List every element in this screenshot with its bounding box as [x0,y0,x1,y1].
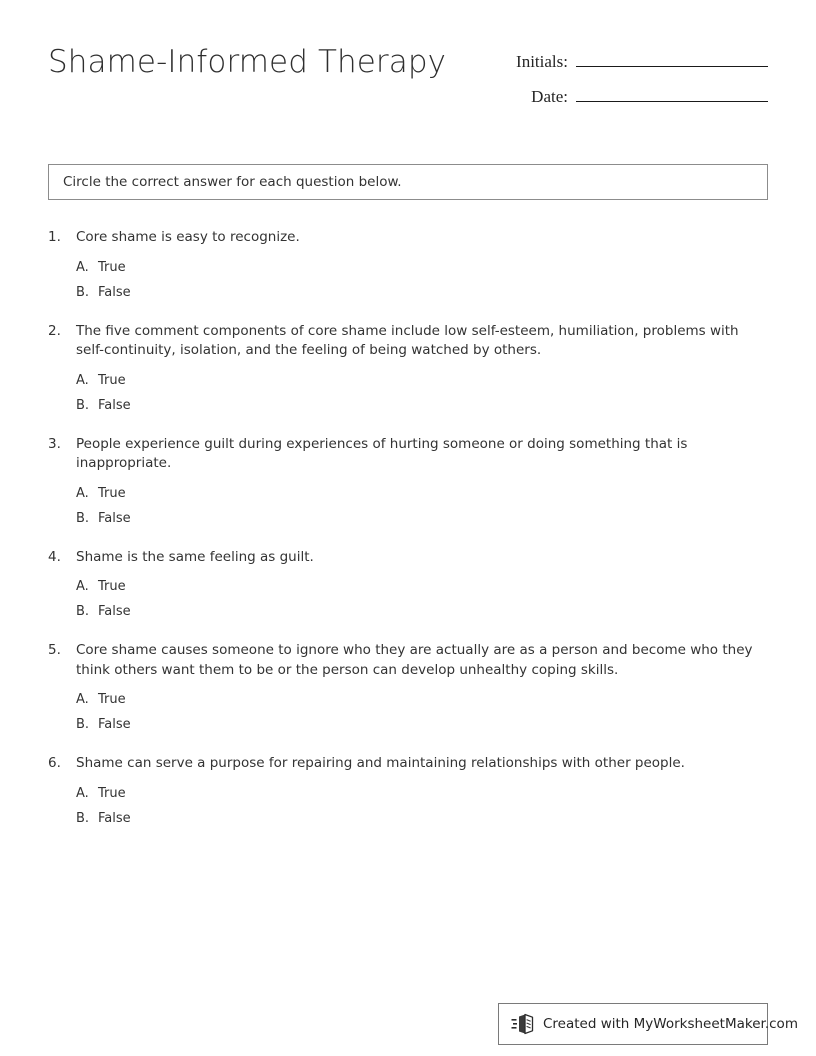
answer-option[interactable] [76,786,768,801]
option-label: True [98,485,126,501]
page-title: Shame-Informed Therapy [48,44,447,80]
question-number: 4. [48,548,61,565]
option-label: False [98,604,131,619]
question-number: 2. [48,322,61,339]
question-text: Core shame causes someone to ignore who they are actually are as a person and become who they think others want them to be or the person can develop unhealthy coping skills. [76,642,753,678]
question-item [48,641,768,732]
option-letter: A. [76,579,89,594]
question-text: People experience guilt during experiences of hurting someone or doing something that is inappropriate. [76,435,688,471]
option-letter: B. [76,510,90,526]
option-letter: A. [76,372,89,388]
option-label: True [98,785,126,801]
answer-option[interactable] [76,511,768,526]
header-fields [478,46,768,116]
option-letter: B. [76,810,90,826]
option-letter: A. [76,692,89,707]
question-text: Core shame is easy to recognize. [76,229,300,245]
option-label: True [98,579,126,594]
option-label: True [98,372,126,388]
option-letter: B. [76,604,90,619]
question-number: 5. [48,642,61,658]
answer-option[interactable] [76,373,768,388]
answer-option[interactable] [76,811,768,826]
initials-input-line[interactable] [576,46,768,67]
answer-option[interactable] [76,260,768,275]
question-line [48,228,768,248]
question-item [48,435,768,526]
option-letter: A. [76,785,89,801]
question-line [48,754,768,774]
answer-option[interactable] [76,285,768,300]
answer-options [48,692,768,732]
answer-options [48,486,768,526]
option-label: False [98,717,131,732]
option-letter: B. [76,717,90,732]
answer-options [48,260,768,300]
question-text: The five comment components of core shame include low self-esteem, humiliation, problems with self-continuity, isolation, and the feeling of being watched by others. [76,322,739,358]
initials-label: Initials: [516,52,568,71]
answer-option[interactable] [76,717,768,732]
instructions-text: Circle the correct answer for each question below. [63,174,402,190]
option-label: False [98,810,131,826]
answer-option[interactable] [76,604,768,619]
date-field-row [478,81,768,116]
question-line [48,548,768,568]
option-label: True [98,259,126,275]
question-text: Shame is the same feeling as guilt. [76,548,314,565]
worksheet-header [48,40,768,130]
answer-options [48,373,768,413]
option-letter: A. [76,485,89,501]
worksheet-maker-badge[interactable] [498,1003,798,1045]
question-item [48,548,768,620]
option-label: False [98,510,131,526]
option-letter: B. [76,397,90,413]
date-input-line[interactable] [576,81,768,102]
option-label: False [98,284,131,300]
instructions-box [48,164,768,200]
answer-option[interactable] [76,692,768,707]
date-label: Date: [531,87,568,106]
question-line [48,435,768,474]
question-number: 3. [48,435,61,452]
questions-list [48,228,768,848]
initials-field-row [478,46,768,81]
option-label: False [98,397,131,413]
question-text: Shame can serve a purpose for repairing and maintaining relationships with other people. [76,755,685,771]
answer-options [48,579,768,619]
answer-option[interactable] [76,398,768,413]
answer-options [48,786,768,826]
badge-text: Created with MyWorksheetMaker.com [543,1016,798,1032]
option-letter: B. [76,284,90,300]
question-item [48,754,768,826]
option-letter: A. [76,259,89,275]
question-number: 1. [48,229,61,245]
question-number: 6. [48,755,61,771]
question-line [48,641,768,680]
answer-option[interactable] [76,579,768,594]
answer-option[interactable] [76,486,768,501]
option-label: True [98,692,126,707]
question-line [48,322,768,361]
worksheet-maker-logo-icon [511,1012,537,1036]
question-item [48,322,768,413]
question-item [48,228,768,300]
